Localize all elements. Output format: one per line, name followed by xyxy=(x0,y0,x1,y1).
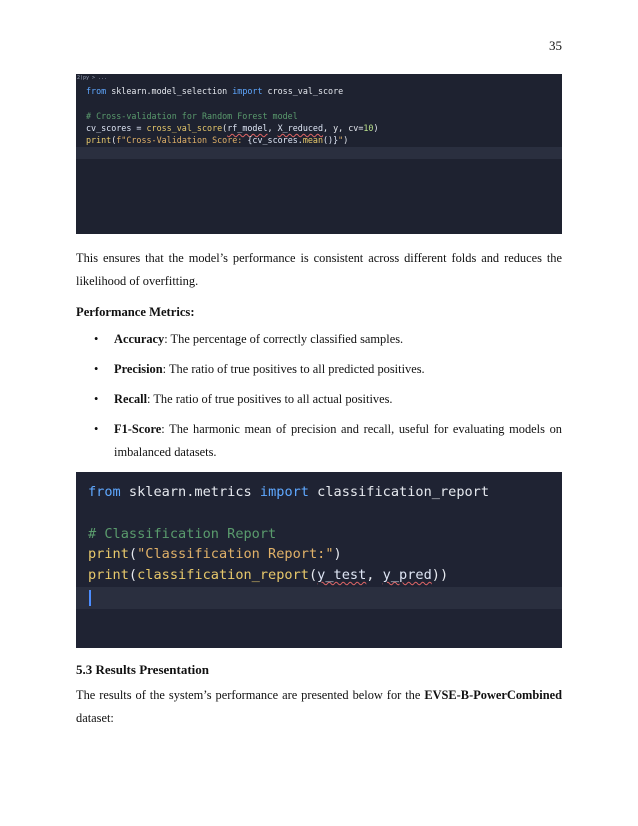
text-cursor xyxy=(89,590,91,606)
bullet-icon: • xyxy=(94,392,99,406)
editor-breadcrumb: 2)py > ... xyxy=(77,75,108,81)
code-comment: # Classification Report xyxy=(88,526,277,542)
bullet-icon: • xyxy=(94,362,99,376)
code-line: print(classification_report(y_test, y_pred)) xyxy=(88,567,449,583)
bullet-icon: • xyxy=(94,332,99,346)
page-number: 35 xyxy=(549,38,562,53)
bullet-icon: • xyxy=(94,422,99,436)
metrics-heading: Performance Metrics: xyxy=(76,305,195,319)
list-item-recall: • Recall: The ratio of true positives to all actual positives. xyxy=(94,388,562,411)
paragraph-results: The results of the system’s performance are presented below for the EVSE-B-PowerCombined dataset: xyxy=(76,688,562,725)
code-line: print(f"Cross-Validation Score: {cv_scores.mean()}") xyxy=(86,135,349,145)
list-item-accuracy: • Accuracy: The percentage of correctly classified samples. xyxy=(94,328,562,351)
code-comment: # Cross-validation for Random Forest model xyxy=(86,111,298,121)
paragraph-cross-validation: This ensures that the model’s performance is consistent across different folds and reduces the likelihood of overfitting. xyxy=(76,251,562,288)
code-line: from sklearn.model_selection import cross_val_score xyxy=(86,86,344,96)
section-heading: 5.3 Results Presentation xyxy=(76,662,210,677)
active-line-highlight xyxy=(76,587,562,609)
list-item-precision: • Precision: The ratio of true positives to all predicted positives. xyxy=(94,358,562,381)
code-screenshot-classification-report xyxy=(76,472,562,648)
code-screenshot-cross-validation xyxy=(76,74,562,234)
code-line: from sklearn.metrics import classification_report xyxy=(88,484,490,500)
code-line: print("Classification Report:") xyxy=(88,546,342,562)
list-item-f1-score: • F1-Score: The harmonic mean of precision and recall, useful for evaluating models on imbalanced datasets. xyxy=(94,418,562,464)
active-line-highlight xyxy=(76,147,562,159)
code-line: cv_scores = cross_val_score(rf_model, X_reduced, y, cv=10) xyxy=(86,123,379,133)
